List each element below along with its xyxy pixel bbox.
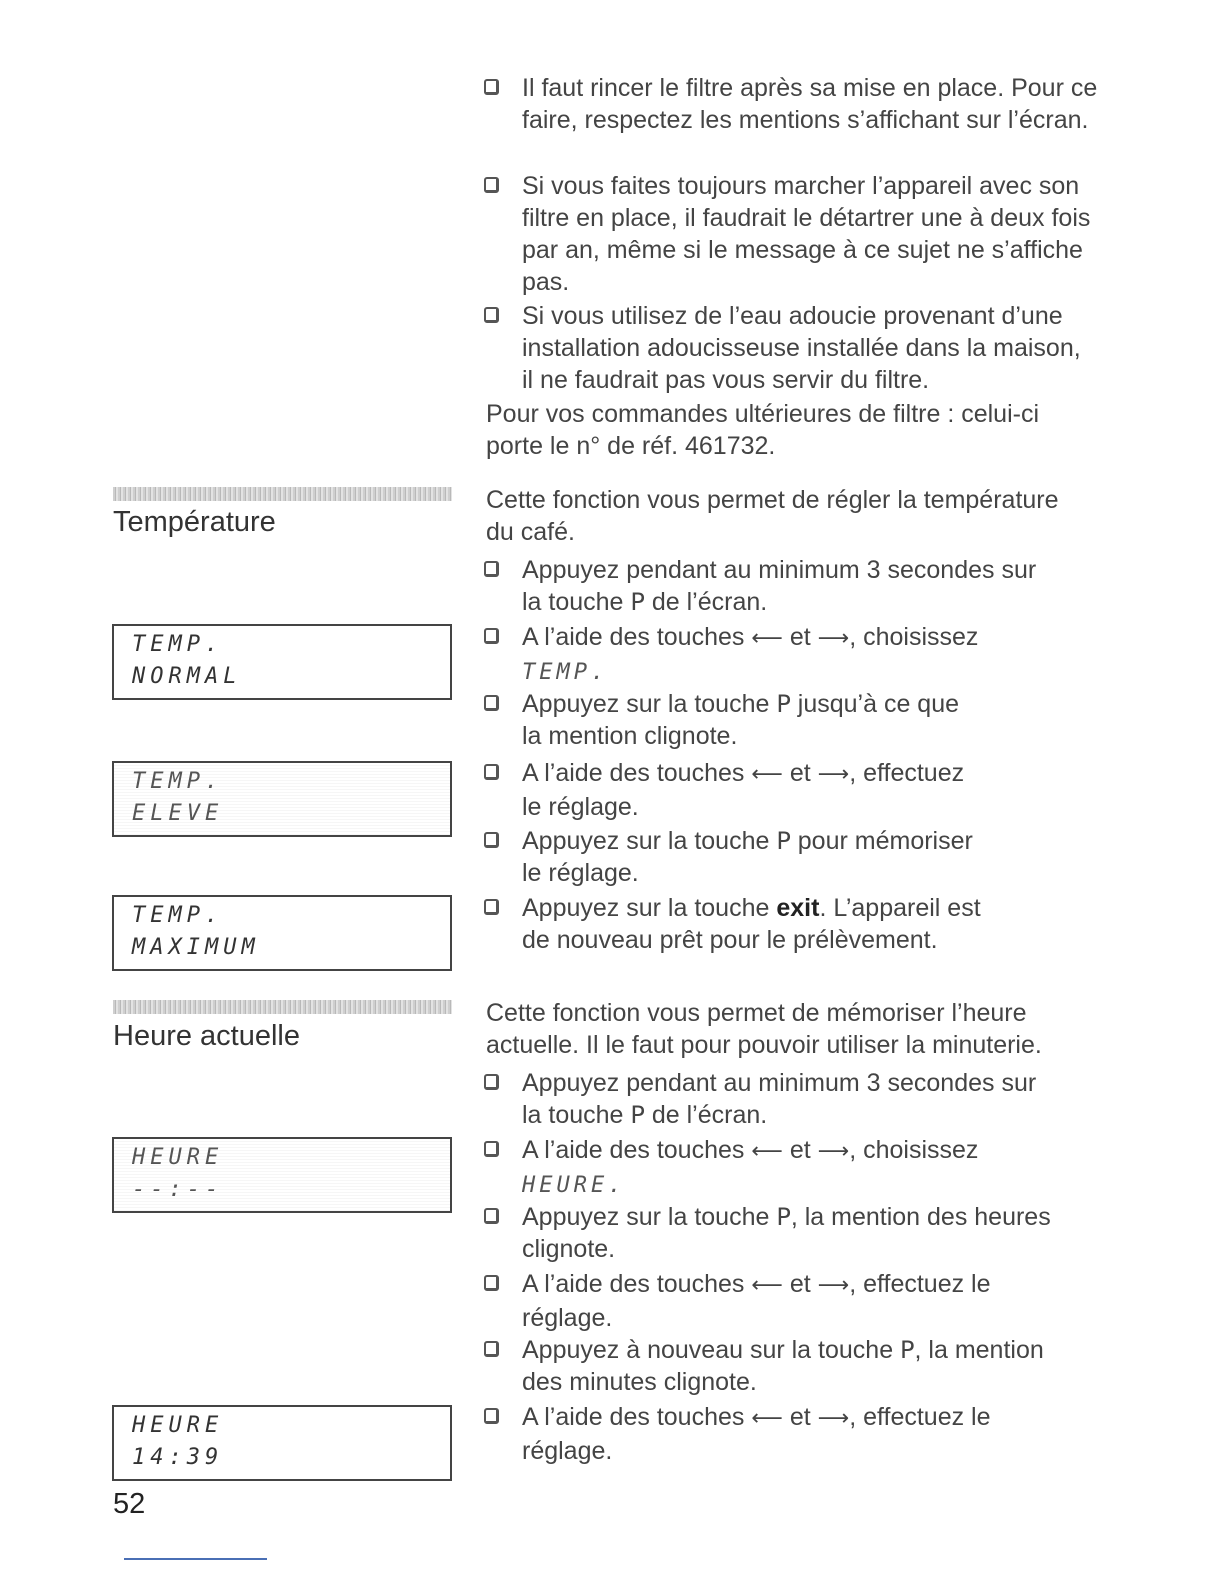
p-key-icon: P	[900, 1336, 915, 1364]
temperature-step-2: A l’aide des touches ⟵ et ⟶, choisissez TEMP.	[484, 621, 1104, 689]
heure-intro: Cette fonction vous permet de mémoriser l’heure actuelle. Il le faut pour pouvoir utiliser la minuterie.	[486, 999, 1042, 1059]
section-heading-bar	[113, 1000, 452, 1014]
checkbox-bullet-icon	[484, 177, 499, 193]
section-heading-heure: Heure actuelle	[113, 1020, 300, 1052]
checkbox-bullet-icon	[484, 561, 499, 577]
right-arrow-icon: ⟶	[817, 626, 850, 651]
filter-item-1: Il faut rincer le filtre après sa mise en place. Pour ce faire, respectez les mentions s’affichant sur l’écran.	[484, 72, 1104, 136]
left-arrow-icon: ⟵	[751, 1406, 783, 1431]
display-word: HEURE.	[522, 1173, 626, 1198]
p-key-icon: P	[630, 1101, 645, 1129]
left-arrow-icon: ⟵	[751, 626, 783, 651]
checkbox-bullet-icon	[484, 1408, 499, 1424]
checkbox-bullet-icon	[484, 764, 499, 780]
heure-step-3: Appuyez sur la touche P, la mention des heures clignote.	[484, 1201, 1104, 1265]
filter-order-note: Pour vos commandes ultérieures de filtre : celui-ci porte le n° de réf. 461732.	[486, 400, 1040, 460]
filter-item-2: Si vous faites toujours marcher l’appareil avec son filtre en place, il faudrait le détartrer une à deux fois par an, même si le message à ce sujet ne s’affiche pas.	[484, 170, 1104, 298]
checkbox-bullet-icon	[484, 695, 499, 711]
heure-step-2: A l’aide des touches ⟵ et ⟶, choisissez HEURE.	[484, 1134, 1104, 1202]
filter-item-3: Si vous utilisez de l’eau adoucie provenant d’une installation adoucisseuse installée dans la maison, il ne faudrait pas vous servir du filtre.	[484, 300, 1094, 396]
checkbox-bullet-icon	[484, 1141, 499, 1157]
checkbox-bullet-icon	[484, 832, 499, 848]
checkbox-bullet-icon	[484, 79, 499, 95]
p-key-icon: P	[630, 588, 645, 616]
temperature-step-1: Appuyez pendant au minimum 3 secondes sur la touche P de l’écran.	[484, 554, 1104, 618]
p-key-icon: P	[776, 690, 791, 718]
lcd-display-heure-empty: HEURE --:--	[112, 1137, 452, 1213]
checkbox-bullet-icon	[484, 1275, 499, 1291]
section-heading-bar	[113, 487, 452, 501]
temperature-step-4: A l’aide des touches ⟵ et ⟶, effectuez le réglage.	[484, 757, 1104, 823]
section-heading-temperature: Température	[113, 506, 276, 538]
lcd-display-heure-set: HEURE 14:39	[112, 1405, 452, 1481]
right-arrow-icon: ⟶	[817, 1273, 850, 1298]
p-key-icon: P	[776, 827, 791, 855]
left-arrow-icon: ⟵	[751, 762, 783, 787]
lcd-display-temp-normal: TEMP. NORMAL	[112, 624, 452, 700]
left-arrow-icon: ⟵	[751, 1273, 783, 1298]
page-number: 52	[113, 1488, 146, 1520]
lcd-display-temp-maximum: TEMP. MAXIMUM	[112, 895, 452, 971]
temperature-step-3: Appuyez sur la touche P jusqu’à ce que la mention clignote.	[484, 688, 1104, 752]
right-arrow-icon: ⟶	[817, 1139, 850, 1164]
heure-step-4: A l’aide des touches ⟵ et ⟶, effectuez le réglage.	[484, 1268, 1104, 1334]
heure-step-5: Appuyez à nouveau sur la touche P, la mention des minutes clignote.	[484, 1334, 1104, 1398]
right-arrow-icon: ⟶	[817, 762, 850, 787]
temperature-step-6: Appuyez sur la touche exit. L’appareil est de nouveau prêt pour le prélèvement.	[484, 892, 1104, 956]
checkbox-bullet-icon	[484, 628, 499, 644]
display-word: TEMP.	[522, 660, 609, 685]
checkbox-bullet-icon	[484, 1074, 499, 1090]
checkbox-bullet-icon	[484, 307, 499, 323]
right-arrow-icon: ⟶	[817, 1406, 850, 1431]
checkbox-bullet-icon	[484, 899, 499, 915]
heure-step-1: Appuyez pendant au minimum 3 secondes sur la touche P de l’écran.	[484, 1067, 1104, 1131]
exit-key-label: exit	[776, 894, 820, 922]
lcd-display-temp-eleve: TEMP. ELEVE	[112, 761, 452, 837]
footer-divider	[124, 1558, 267, 1560]
checkbox-bullet-icon	[484, 1208, 499, 1224]
checkbox-bullet-icon	[484, 1341, 499, 1357]
temperature-intro: Cette fonction vous permet de régler la température du café.	[486, 486, 1059, 546]
heure-step-6: A l’aide des touches ⟵ et ⟶, effectuez le réglage.	[484, 1401, 1104, 1467]
left-arrow-icon: ⟵	[751, 1139, 783, 1164]
p-key-icon: P	[776, 1203, 791, 1231]
temperature-step-5: Appuyez sur la touche P pour mémoriser le réglage.	[484, 825, 1104, 889]
